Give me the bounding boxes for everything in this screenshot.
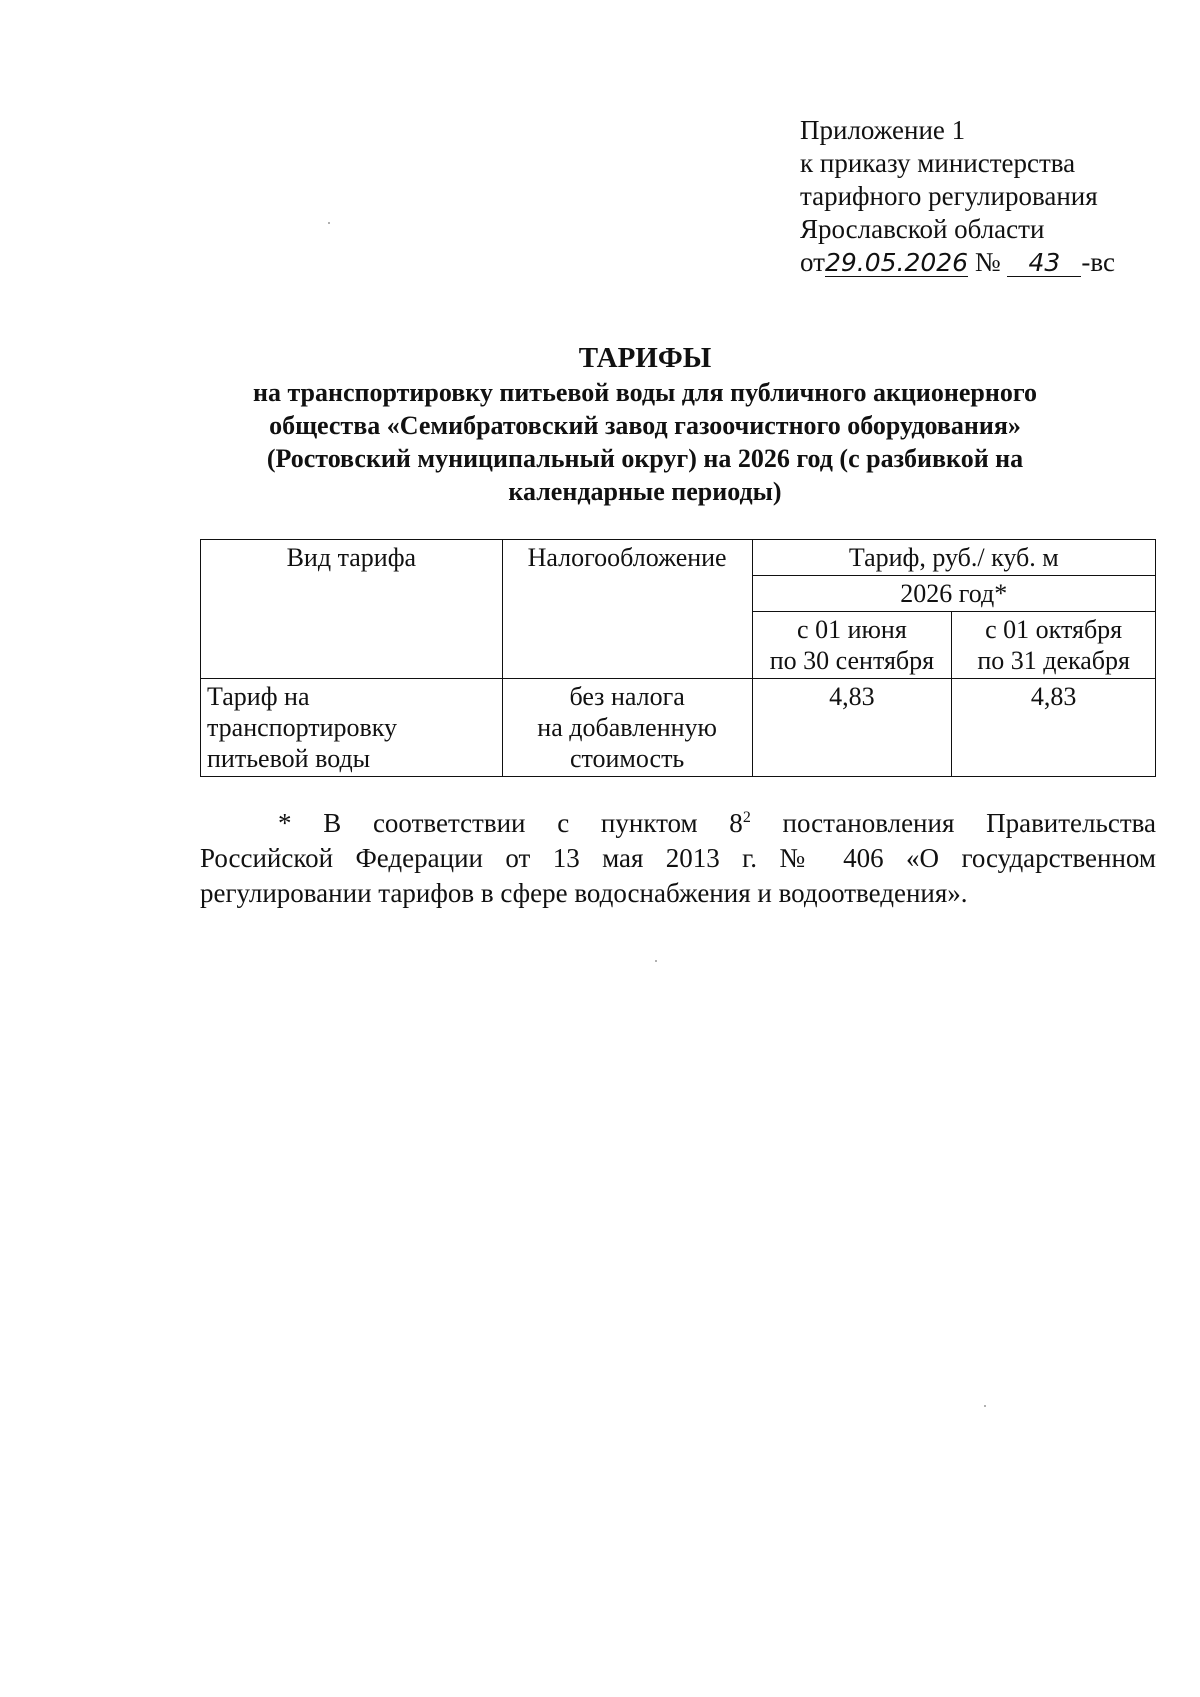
footnote-line-1-start: * В соответствии с пунктом 8 [278,808,743,838]
cell-value-period-2: 4,83 [952,679,1156,777]
number-sign: № [974,247,1001,277]
tariff-type-line-1: Тариф на [207,682,310,711]
taxation-line-3: стоимость [569,744,685,773]
title-line-1: на транспортировку питьевой воды для публичного акционерного [252,378,1038,407]
header-taxation: Налогообложение [502,540,752,679]
scan-speck [328,222,330,224]
cell-taxation [502,679,752,777]
handwritten-date: 29.05.2026 [824,248,969,277]
annex-line-3: тарифного регулирования [800,181,1098,211]
header-period-1 [752,612,952,679]
header-year: 2026 год* [752,576,1155,612]
header-tariff-unit: Тариф, руб./ куб. м [752,540,1155,576]
period-2-from: с 01 октября [985,615,1123,644]
footnote-line-2: Российской Федерации от 13 мая 2013 г. № 406 «О государственном [200,843,1156,873]
document-title [200,340,1090,508]
period-1-to: по 30 сентября [769,646,935,675]
footnote-line-3: регулировании тарифов в сфере водоснабжения и водоотведения». [200,878,968,908]
date-prefix: от [800,247,825,277]
tariff-table [200,539,1156,777]
footnote [200,806,1156,911]
footnote-line-1-end: постановления Правительства [750,808,1156,838]
annex-line-2: к приказу министерства [800,148,1076,178]
annex-line-1: Приложение 1 [800,115,966,145]
taxation-line-2: на добавленную [537,713,717,742]
title-line-4: календарные периоды) [508,477,782,506]
title-heading: ТАРИФЫ [578,342,712,374]
table-header-row-1 [201,540,1156,576]
taxation-line-1: без налога [569,682,685,711]
cell-tariff-type [201,679,503,777]
annex-header [800,114,1115,279]
title-line-2: общества «Семибратовский завод газоочистного оборудования» [269,411,1021,440]
footnote-superscript: 2 [742,809,751,826]
tariff-type-line-3: питьевой воды [207,744,371,773]
tariff-type-line-2: транспортировку [207,713,398,742]
period-2-to: по 31 декабря [977,646,1130,675]
title-line-3: (Ростовский муниципальный округ) на 2026 год (с разбивкой на [266,444,1024,473]
footnote-line-1 [200,806,1156,841]
annex-line-4: Ярославской области [800,214,1045,244]
scan-speck [655,960,657,962]
annex-date-line [800,246,1115,279]
header-tariff-type: Вид тарифа [201,540,503,679]
header-period-2 [952,612,1156,679]
period-1-from: с 01 июня [797,615,907,644]
table-row [201,679,1156,777]
number-suffix: -вс [1081,247,1115,277]
scan-speck [984,1405,986,1407]
handwritten-number: 43 [1007,250,1081,277]
cell-value-period-1: 4,83 [752,679,952,777]
